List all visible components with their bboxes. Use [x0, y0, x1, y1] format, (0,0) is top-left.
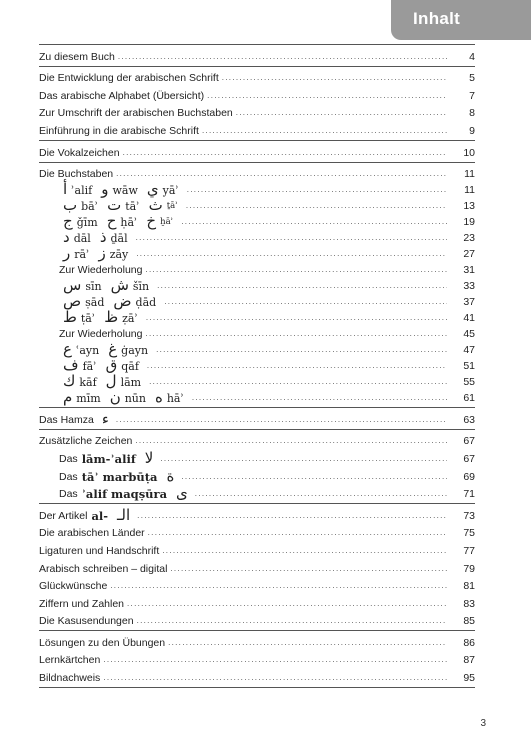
transliteration: wāw [112, 184, 138, 198]
toc-entry-page: 11 [464, 184, 475, 197]
transliteration: ǧīm [76, 216, 98, 230]
dot-leader [123, 146, 447, 159]
toc-entry[interactable] [39, 197, 475, 213]
toc-entry[interactable] [39, 46, 475, 64]
arabic-letter: ط [63, 308, 77, 327]
arabic-letter: ي [146, 180, 159, 199]
transliteration: zāy [109, 248, 129, 262]
toc-entry-page: 75 [463, 527, 475, 540]
toc-group-letters [39, 162, 475, 408]
arabic-glyph: ى [176, 484, 188, 503]
dot-leader [135, 434, 447, 447]
toc-entry-title [59, 278, 154, 293]
toc-entry-label: Das [59, 488, 78, 501]
toc-entry[interactable] [39, 120, 475, 138]
toc-entry-title: Ziffern und Zahlen [39, 597, 125, 610]
arabic-letter: ض [113, 292, 132, 311]
toc-group-topics [39, 503, 475, 630]
toc-entry-title [59, 390, 189, 405]
toc-entry-page: 27 [463, 248, 475, 261]
toc-entry-title [59, 374, 146, 389]
dot-leader [170, 562, 447, 575]
section-tab [391, 0, 531, 40]
arabic-letter: خ [146, 212, 157, 231]
toc-entry-title: Glückwünsche [39, 580, 108, 593]
dot-leader [116, 413, 447, 426]
toc-entry[interactable] [39, 650, 475, 668]
toc-entry-title: Die Entwicklung der arabischen Schrift [39, 72, 219, 85]
dot-leader [186, 199, 447, 212]
page-number: 3 [480, 718, 486, 729]
toc-entry-title: Die Kasusendungen [39, 615, 134, 628]
toc-group-extra-signs [39, 429, 475, 503]
toc-entry-page: 7 [469, 89, 475, 102]
transliteration: nūn [124, 392, 146, 406]
toc-entry[interactable] [39, 632, 475, 650]
toc-entry[interactable] [39, 558, 475, 576]
dot-leader [149, 375, 447, 388]
letters-list [39, 181, 475, 405]
toc-entry-title: Einführung in die arabische Schrift [39, 124, 199, 137]
toc-entry-page: 4 [469, 50, 475, 63]
dot-leader [236, 106, 447, 119]
toc-entry-title [59, 246, 133, 261]
toc-entry-page: 45 [463, 328, 475, 341]
transliteration: ṯāʾ [166, 201, 178, 212]
dot-leader [162, 544, 447, 557]
toc-entry-title: Zur Wiederholung [59, 328, 143, 341]
toc-entry-page: 47 [463, 344, 475, 357]
toc-entry-label: Das Hamza [39, 413, 94, 426]
dot-leader [137, 509, 447, 522]
toc-entry-title: Lösungen zu den Übungen [39, 636, 166, 649]
transliteration: hāʾ [166, 392, 184, 406]
dot-leader [181, 215, 447, 228]
arabic-glyph: ة [166, 466, 175, 485]
toc-entry-page: 10 [463, 146, 475, 159]
toc-entry-title: Ligaturen und Handschrift [39, 544, 160, 557]
arabic-letter: ه [154, 388, 163, 407]
toc-entry[interactable] [39, 277, 475, 293]
toc-entry-page: 55 [463, 376, 475, 389]
dot-leader [145, 263, 447, 276]
arabic-letter: ب [63, 196, 78, 215]
transliteration: ḏāl [110, 232, 128, 246]
toc-entry-title: Das arabische Alphabet (Übersicht) [39, 89, 205, 102]
toc-entry-page: 67 [463, 435, 475, 448]
toc-entry-title [59, 310, 143, 325]
arabic-letter: ز [98, 244, 106, 263]
toc-entry-page: 69 [463, 470, 475, 483]
transliteration: qāf [121, 360, 139, 374]
toc-entry[interactable] [39, 142, 475, 160]
toc-entry-title [59, 182, 184, 197]
transliteration: tāʾ marbūṭa [81, 469, 158, 484]
toc-entry-title [59, 486, 192, 501]
arabic-letter: ظ [104, 308, 119, 327]
dot-leader [168, 636, 447, 649]
dot-leader [116, 167, 447, 180]
arabic-letter: ن [109, 388, 121, 407]
toc-entry-page: 13 [463, 200, 475, 213]
toc-entry-page: 83 [463, 597, 475, 610]
toc-entry-title [59, 198, 183, 213]
toc-entry-page: 81 [463, 580, 475, 593]
toc-entry-title: Zur Wiederholung [59, 264, 143, 277]
dot-leader [222, 71, 447, 84]
arabic-letter: ج [63, 212, 73, 231]
toc-entry-page: 51 [463, 360, 475, 373]
arabic-letter: د [63, 228, 70, 247]
toc-entry-page: 79 [463, 562, 475, 575]
arabic-letter: و [101, 180, 109, 199]
toc-entry-page: 95 [463, 672, 475, 685]
toc-group-basics [39, 66, 475, 140]
dot-leader [118, 50, 447, 63]
toc-entry-title [59, 294, 161, 309]
toc-entry-page: 85 [463, 615, 475, 628]
arabic-letter: ص [63, 292, 82, 311]
toc-entry-title [59, 466, 178, 485]
transliteration: ṣād [85, 296, 105, 310]
dot-leader [156, 343, 447, 356]
dot-leader [136, 247, 447, 260]
section-tab-label: Inhalt [413, 9, 461, 28]
toc-group-hamza [39, 407, 475, 429]
arabic-letter: ث [148, 196, 163, 215]
toc-entry-page: 86 [463, 636, 475, 649]
toc-entry-page: 5 [469, 72, 475, 85]
dot-leader [145, 327, 447, 340]
toc-entry-title [59, 448, 157, 467]
toc-entry[interactable] [39, 229, 475, 245]
arabic-glyph: لا [144, 448, 154, 467]
toc-entry[interactable] [39, 164, 475, 182]
toc-entry-page: 41 [463, 312, 475, 325]
arabic-letter: أ [63, 180, 68, 199]
toc-entry-page: 31 [463, 264, 475, 277]
arabic-letter: غ [108, 340, 118, 359]
toc-entry-page: 73 [463, 509, 475, 522]
transliteration: ḫāʾ [160, 217, 174, 228]
toc-entry-page: 9 [469, 124, 475, 137]
arabic-letter: ع [63, 340, 72, 359]
toc-entry[interactable] [39, 667, 475, 685]
toc-entry[interactable] [39, 593, 475, 611]
toc-entry[interactable] [39, 245, 475, 261]
dot-leader [127, 597, 447, 610]
transliteration: yāʾ [162, 184, 179, 198]
transliteration: ḍād [135, 296, 157, 310]
toc-entry[interactable] [39, 293, 475, 309]
toc-entry-title [39, 505, 134, 524]
toc-entry-page: 61 [463, 392, 475, 405]
toc-entry[interactable] [39, 505, 475, 523]
dot-leader [202, 124, 447, 137]
toc-entry-title [39, 409, 113, 428]
toc-entry-title: Zu diesem Buch [39, 50, 115, 63]
toc-entry-label: Der Artikel [39, 509, 88, 522]
transliteration: al- [91, 508, 109, 523]
arabic-letter: ش [110, 276, 129, 295]
toc-entry-page: 37 [463, 296, 475, 309]
toc-entry-label: Das [59, 452, 78, 465]
toc-entry-label: Das [59, 470, 78, 483]
transliteration: ʾalif [71, 184, 93, 198]
toc-entry[interactable] [39, 373, 475, 389]
arabic-letter: ت [107, 196, 122, 215]
toc-entry[interactable] [39, 325, 475, 341]
transliteration: rāʾ [74, 248, 90, 262]
arabic-letter: ق [105, 356, 118, 375]
toc-entry[interactable] [39, 103, 475, 121]
dot-leader [137, 614, 447, 627]
toc-entry-title: Die Vokalzeichen [39, 146, 120, 159]
toc-entry[interactable] [39, 611, 475, 629]
arabic-letter: ح [106, 212, 117, 231]
toc-entry[interactable] [39, 309, 475, 325]
transliteration: ġayn [121, 344, 149, 358]
toc-entry[interactable] [39, 181, 475, 197]
toc-entry-title: Bildnachweis [39, 672, 101, 685]
dot-leader [110, 579, 447, 592]
arabic-letter: ك [63, 372, 76, 391]
dot-leader [103, 653, 447, 666]
toc-entry[interactable] [39, 341, 475, 357]
transliteration: ʾalif maqṣūra [81, 487, 168, 502]
toc-entry[interactable] [39, 213, 475, 229]
transliteration: fāʾ [82, 360, 97, 374]
arabic-letter: ر [63, 244, 71, 263]
dot-leader [207, 89, 447, 102]
toc-entry[interactable] [39, 466, 475, 484]
toc-entry-title [59, 342, 153, 357]
dot-leader [192, 391, 447, 404]
transliteration: šīn [132, 280, 150, 294]
toc-entry-title: Zusätzliche Zeichen [39, 435, 133, 448]
transliteration: ʿayn [75, 344, 100, 358]
dot-leader [147, 359, 447, 372]
toc-entry-page: 87 [463, 654, 475, 667]
toc-entry-title: Lernkärtchen [39, 654, 101, 667]
toc-entry[interactable] [39, 357, 475, 373]
toc-entry[interactable] [39, 540, 475, 558]
toc-entry-page: 71 [463, 488, 475, 501]
dot-leader [136, 231, 447, 244]
dot-leader [148, 526, 447, 539]
arabic-letter: ل [105, 372, 117, 391]
arabic-glyph: ء [101, 409, 109, 428]
transliteration: tāʾ [125, 200, 140, 214]
toc-entry[interactable] [39, 85, 475, 103]
arabic-glyph: الـ [117, 505, 131, 524]
toc-group-intro [39, 44, 475, 66]
arabic-letter: س [63, 276, 82, 295]
transliteration: bāʾ [81, 200, 99, 214]
toc-entry-title: Arabisch schreiben – digital [39, 562, 168, 575]
toc-entry[interactable] [39, 576, 475, 594]
dot-leader [157, 279, 447, 292]
toc-entry[interactable] [39, 68, 475, 86]
toc-entry-title: Die Buchstaben [39, 168, 114, 181]
toc-entry[interactable] [39, 523, 475, 541]
dot-leader [195, 487, 447, 500]
toc-entry-page: 8 [469, 107, 475, 120]
dot-leader [146, 311, 447, 324]
transliteration: mīm [76, 392, 101, 406]
transliteration: ẓāʾ [122, 312, 138, 326]
toc-entry[interactable] [39, 409, 475, 427]
toc-entry[interactable] [39, 448, 475, 466]
toc-entry-page: 67 [463, 452, 475, 465]
toc-group-appendix [39, 630, 475, 688]
transliteration: ṭāʾ [80, 312, 96, 326]
toc-entry-title [59, 358, 144, 373]
transliteration: ḥāʾ [120, 216, 138, 230]
arabic-letter: ذ [99, 228, 107, 247]
toc-entry-page: 77 [463, 544, 475, 557]
toc-entry-page: 19 [463, 216, 475, 229]
toc-entry[interactable] [39, 484, 475, 502]
dot-leader [160, 452, 447, 465]
dot-leader [187, 183, 447, 196]
transliteration: kāf [79, 376, 97, 390]
toc-entry-page: 33 [463, 280, 475, 293]
transliteration: lām-ʾalif [81, 451, 136, 466]
dot-leader [164, 295, 447, 308]
transliteration: sīn [85, 280, 102, 294]
arabic-letter: ف [63, 356, 79, 375]
toc-group-vowels [39, 140, 475, 162]
toc-entry-title: Die arabischen Länder [39, 527, 145, 540]
toc-entry[interactable] [39, 389, 475, 405]
toc-entry-page: 63 [463, 413, 475, 426]
toc-entry-title: Zur Umschrift der arabischen Buchstaben [39, 107, 233, 120]
transliteration: lām [120, 376, 142, 390]
dot-leader [181, 470, 447, 483]
toc-entry-page: 11 [464, 168, 475, 181]
transliteration: dāl [73, 232, 91, 246]
toc-entry-title [59, 214, 178, 229]
toc-entry[interactable] [39, 431, 475, 449]
dot-leader [103, 671, 447, 684]
toc-entry[interactable] [39, 261, 475, 277]
table-of-contents [39, 44, 475, 688]
arabic-letter: م [63, 388, 73, 407]
toc-entry-page: 23 [463, 232, 475, 245]
toc-entry-title [59, 230, 133, 245]
